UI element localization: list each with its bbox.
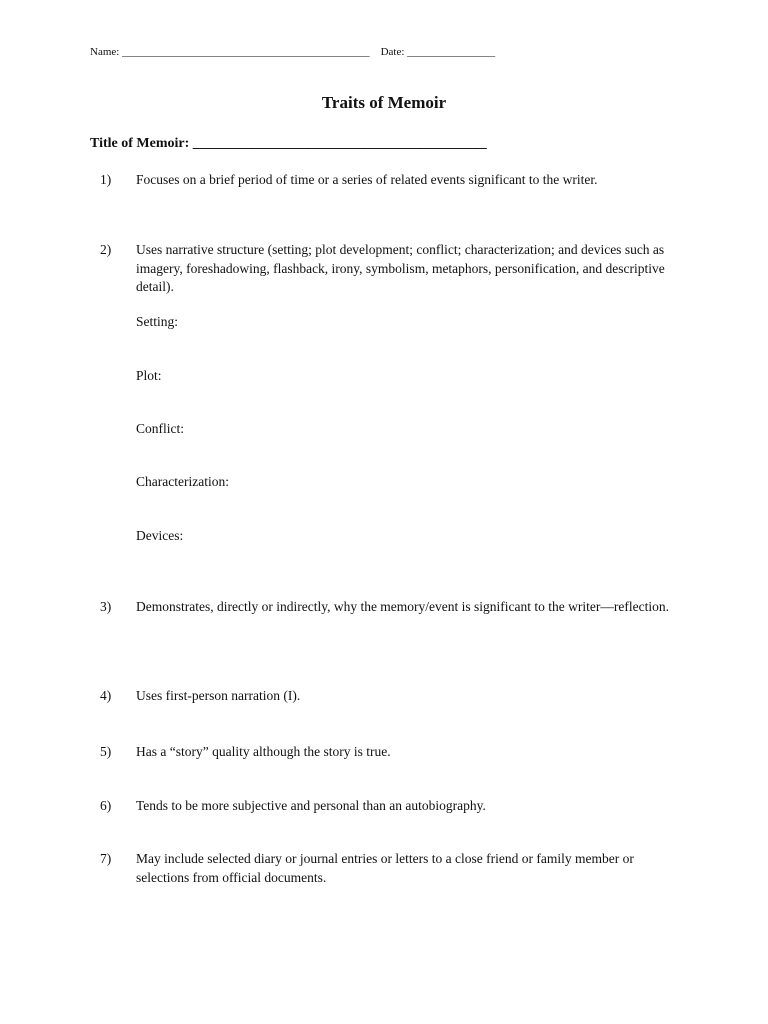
setting-label: Setting: (136, 314, 179, 329)
page-title: Traits of Memoir (321, 93, 447, 112)
memoir-title-line (90, 136, 487, 152)
trait-number: 4) (100, 688, 112, 703)
trait-number: 1) (100, 172, 112, 187)
trait-number: 6) (100, 798, 112, 813)
trait-number: 2) (100, 242, 112, 257)
trait-item-3 (100, 598, 690, 617)
trait-text: Tends to be more subjective and personal than an autobiography. (136, 798, 486, 813)
trait-number: 7) (100, 851, 112, 866)
trait-item-5 (100, 743, 690, 762)
trait-text: Focuses on a brief period of time or a series of related events significant to the writer. (136, 172, 598, 187)
trait-item-7 (100, 850, 690, 887)
conflict-label: Conflict: (136, 421, 184, 436)
trait-text: Uses first-person narration (I). (136, 688, 301, 703)
trait-text: Has a “story” quality although the story is true. (136, 744, 391, 759)
characterization-label: Characterization: (136, 474, 229, 489)
trait-item-1 (100, 171, 690, 190)
name-label: Name: (90, 46, 120, 58)
memoir-title-label: Title of Memoir: (90, 136, 190, 151)
trait-text: May include selected diary or journal entries or letters to a close friend or family member or selections from official documents. (136, 851, 634, 885)
trait-item-4 (100, 687, 690, 706)
trait-text: Demonstrates, directly or indirectly, why the memory/event is significant to the writer—reflection. (136, 599, 669, 614)
name-date-line (90, 46, 495, 58)
trait-number: 5) (100, 744, 112, 759)
date-blank[interactable]: ________________ (407, 46, 496, 58)
trait-text: Uses narrative structure (setting; plot development; conflict; characterization; and devices such as imagery, foreshadowing, flashback, irony, symbolism, metaphors, personification, and descriptive detail). (136, 242, 665, 294)
trait-item-6 (100, 797, 690, 816)
trait-number: 3) (100, 599, 112, 614)
memoir-title-blank[interactable]: __________________________________________ (192, 136, 487, 151)
devices-label: Devices: (136, 528, 184, 543)
date-label: Date: (380, 46, 405, 58)
trait-item-2 (100, 241, 690, 297)
plot-label: Plot: (136, 368, 162, 383)
name-blank[interactable]: _____________________________________________ (122, 46, 370, 58)
